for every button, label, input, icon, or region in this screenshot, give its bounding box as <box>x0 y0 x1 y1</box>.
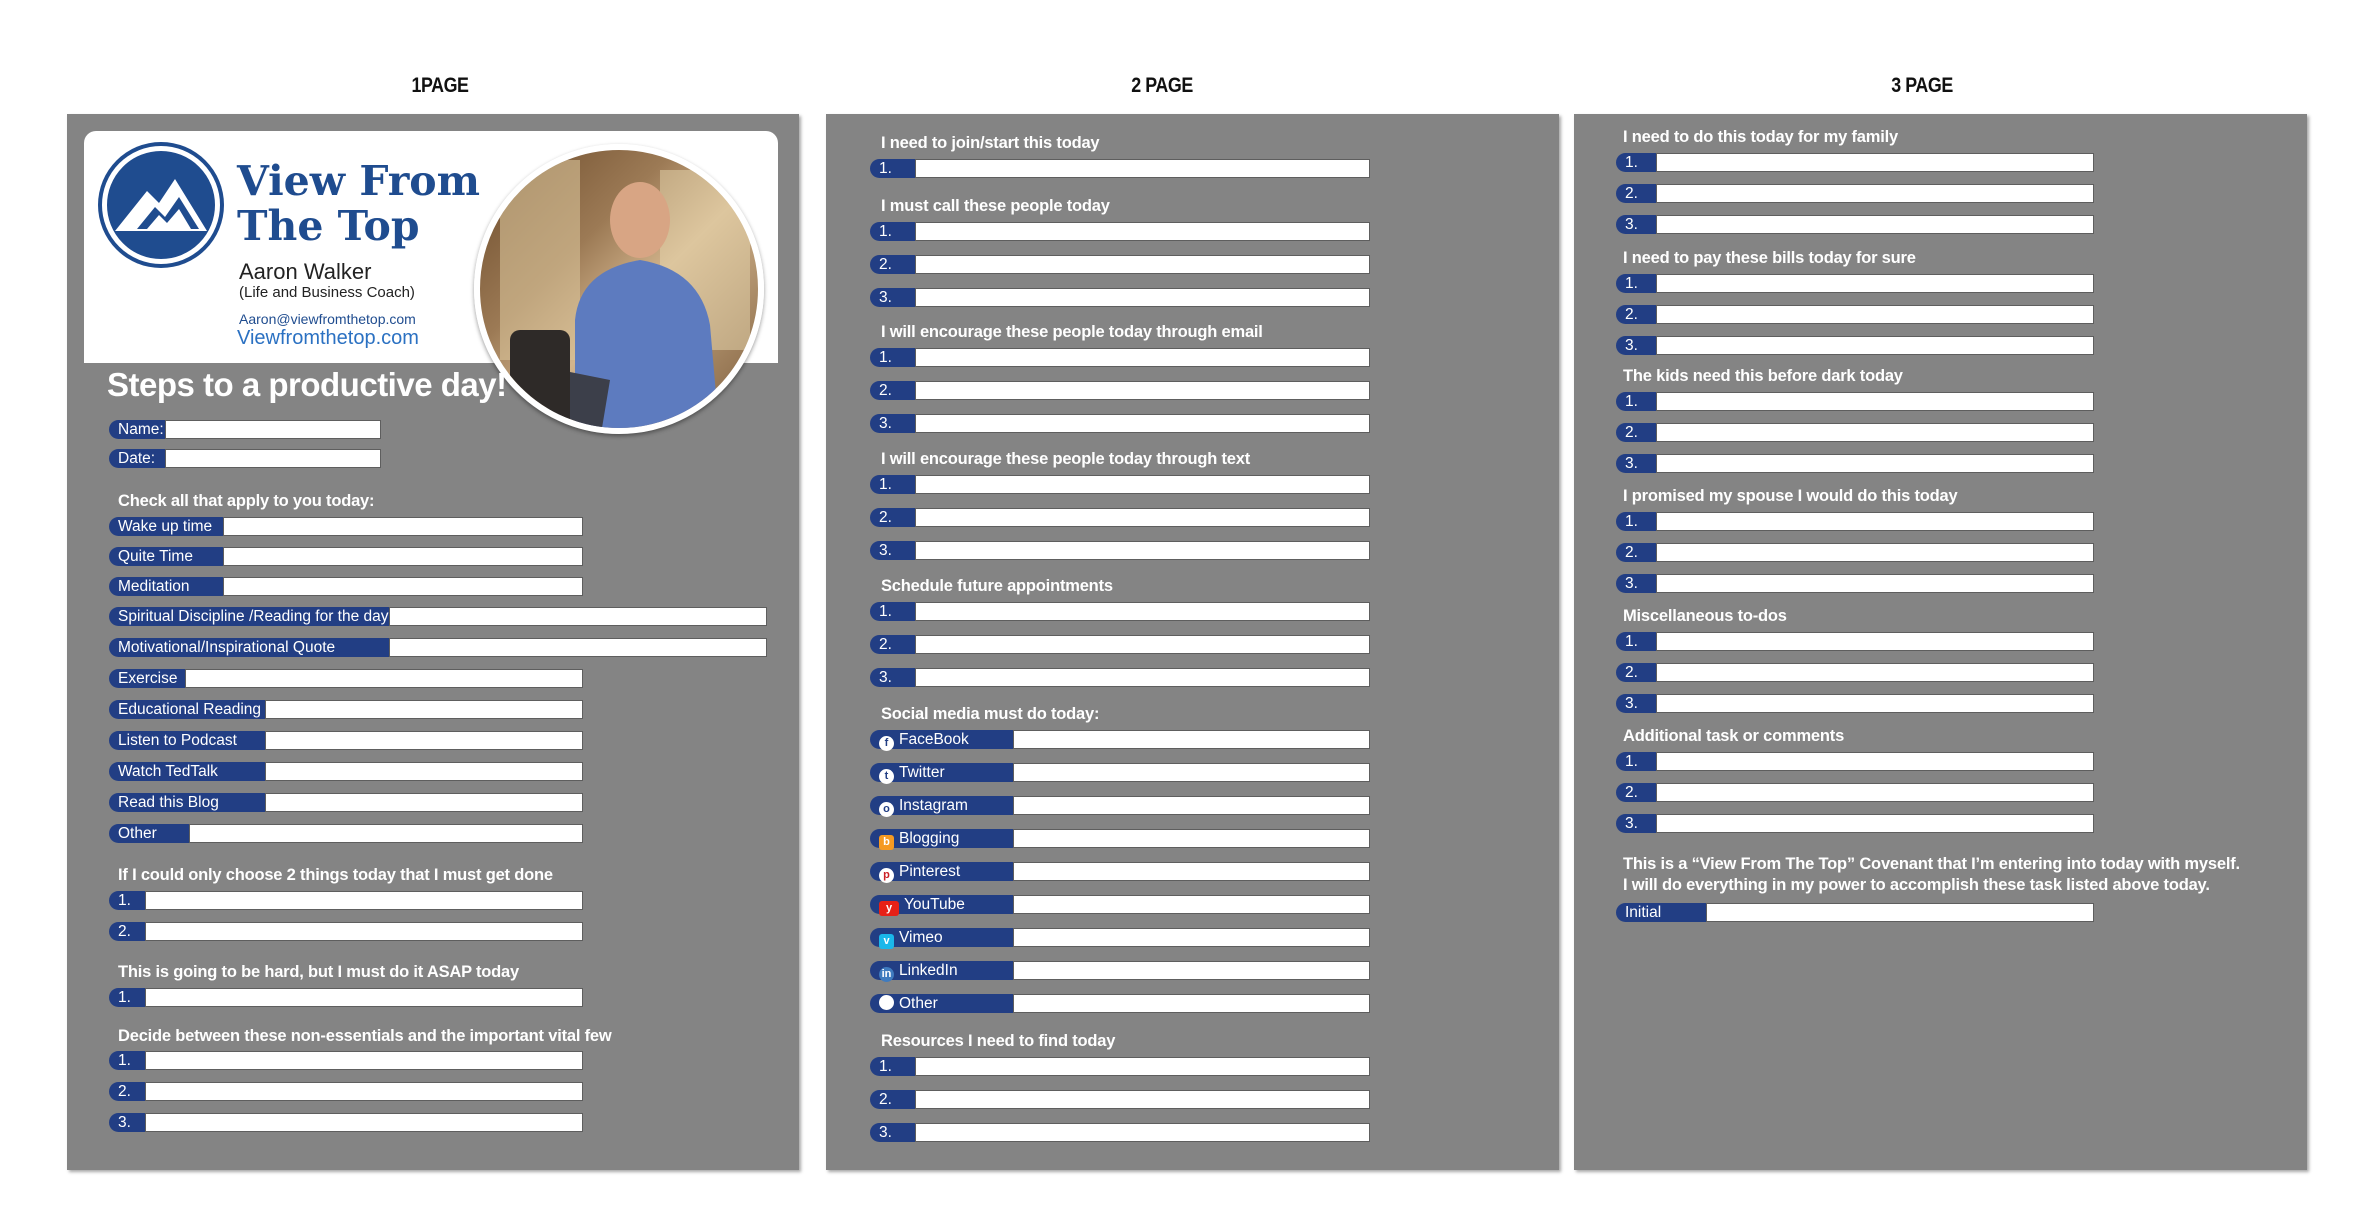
numbered-row[interactable] <box>109 891 583 910</box>
call-field-2[interactable] <box>915 255 1370 274</box>
call-field-3[interactable] <box>915 288 1370 307</box>
decide-field-1[interactable] <box>145 1051 583 1070</box>
row-number: 2. <box>109 1082 145 1101</box>
numbered-row[interactable] <box>1616 423 2094 442</box>
social-row-pinterest[interactable] <box>870 862 1370 881</box>
misc-heading: Miscellaneous to-dos <box>1623 607 1787 625</box>
numbered-row[interactable] <box>1616 663 2094 682</box>
social-label <box>870 895 1013 914</box>
social-row-linkedin[interactable] <box>870 961 1370 980</box>
text-field-1[interactable] <box>915 475 1370 494</box>
name-label: Name: <box>109 420 165 439</box>
spouse-field-1[interactable] <box>1656 512 2094 531</box>
date-label: Date: <box>109 449 165 468</box>
page-2 <box>826 114 1559 1170</box>
name-row[interactable] <box>109 420 381 439</box>
bills-heading: I need to pay these bills today for sure <box>1623 249 1916 267</box>
email-field-1[interactable] <box>915 348 1370 367</box>
social-row-youtube[interactable] <box>870 895 1370 914</box>
numbered-row[interactable] <box>109 1082 583 1101</box>
check-item-field[interactable] <box>265 793 583 812</box>
text-field-3[interactable] <box>915 541 1370 560</box>
check-item-row[interactable] <box>109 700 583 719</box>
row-number: 1. <box>1616 153 1656 172</box>
row-number: 1. <box>109 891 145 910</box>
additional-field-1[interactable] <box>1656 752 2094 771</box>
row-number: 2. <box>109 922 145 941</box>
coach-photo <box>474 144 764 434</box>
check-item-field[interactable] <box>389 638 767 657</box>
brand-name <box>237 159 480 249</box>
check-item-row[interactable] <box>109 669 583 688</box>
social-row-instagram[interactable] <box>870 796 1370 815</box>
decide-field-3[interactable] <box>145 1113 583 1132</box>
check-item-row[interactable] <box>109 577 583 596</box>
choose-field-1[interactable] <box>145 891 583 910</box>
text-field-2[interactable] <box>915 508 1370 527</box>
hard-field-1[interactable] <box>145 988 583 1007</box>
youtube-field[interactable] <box>1013 895 1370 914</box>
email-field-3[interactable] <box>915 414 1370 433</box>
decide-heading: Decide between these non-essentials and the important vital few <box>118 1027 612 1045</box>
row-number: 1. <box>1616 512 1656 531</box>
brand-line-1: View From <box>237 157 481 205</box>
join-field-1[interactable] <box>915 159 1370 178</box>
call-field-1[interactable] <box>915 222 1370 241</box>
numbered-row[interactable] <box>1616 632 2094 651</box>
resources-field-2[interactable] <box>915 1090 1370 1109</box>
email-field-2[interactable] <box>915 381 1370 400</box>
page-label-1: 1PAGE <box>411 74 469 97</box>
linkedin-field[interactable] <box>1013 961 1370 980</box>
schedule-field-1[interactable] <box>915 602 1370 621</box>
coach-email[interactable]: Aaron@viewfromthetop.com <box>239 311 416 327</box>
numbered-row[interactable] <box>1616 574 2094 593</box>
row-number: 1. <box>870 222 915 241</box>
numbered-row[interactable] <box>870 414 1370 433</box>
bills-field-2[interactable] <box>1656 305 2094 324</box>
row-number: 1. <box>870 348 915 367</box>
check-item-label: Motivational/Inspirational Quote <box>109 638 389 657</box>
check-item-label: Educational Reading <box>109 700 265 719</box>
additional-field-3[interactable] <box>1656 814 2094 833</box>
numbered-row[interactable] <box>1616 694 2094 713</box>
check-item-field[interactable] <box>265 731 583 750</box>
numbered-row[interactable] <box>870 222 1370 241</box>
row-number: 3. <box>870 414 915 433</box>
row-number: 1. <box>1616 392 1656 411</box>
spouse-heading: I promised my spouse I would do this today <box>1623 487 1958 505</box>
row-number: 3. <box>1616 336 1656 355</box>
row-number: 2. <box>1616 305 1656 324</box>
numbered-row[interactable] <box>870 348 1370 367</box>
kids-field-2[interactable] <box>1656 423 2094 442</box>
numbered-row[interactable] <box>870 1057 1370 1076</box>
check-item-row[interactable] <box>109 824 583 843</box>
numbered-row[interactable] <box>1616 184 2094 203</box>
social-row-blogging[interactable] <box>870 829 1370 848</box>
resources-heading: Resources I need to find today <box>881 1032 1116 1050</box>
social-heading: Social media must do today: <box>881 705 1100 723</box>
check-item-label: Watch TedTalk <box>109 762 265 781</box>
check-item-row[interactable] <box>109 517 583 536</box>
numbered-row[interactable] <box>1616 274 2094 293</box>
blogging-field[interactable] <box>1013 829 1370 848</box>
call-heading: I must call these people today <box>881 197 1110 215</box>
linkedin-icon: in <box>879 967 894 982</box>
check-item-label: Meditation <box>109 577 223 596</box>
check-item-field[interactable] <box>265 762 583 781</box>
social-name: Pinterest <box>899 863 961 880</box>
check-item-label: Exercise <box>109 669 185 688</box>
social-row-other[interactable] <box>870 994 1370 1013</box>
social-label <box>870 730 1013 749</box>
social-name: Other <box>899 995 938 1012</box>
social-row-vimeo[interactable] <box>870 928 1370 947</box>
social-label <box>870 796 1013 815</box>
row-number: 3. <box>1616 215 1656 234</box>
mountain-logo-icon <box>102 146 220 264</box>
numbered-row[interactable] <box>109 1113 583 1132</box>
row-number: 2. <box>1616 543 1656 562</box>
check-item-row[interactable] <box>109 762 583 781</box>
email-heading: I will encourage these people today through email <box>881 323 1263 341</box>
check-item-field[interactable] <box>223 577 583 596</box>
join-heading: I need to join/start this today <box>881 134 1100 152</box>
row-number: 1. <box>1616 632 1656 651</box>
check-item-field[interactable] <box>389 607 767 626</box>
youtube-icon: y <box>879 901 899 916</box>
numbered-row[interactable] <box>870 668 1370 687</box>
schedule-field-3[interactable] <box>915 668 1370 687</box>
row-number: 3. <box>1616 574 1656 593</box>
numbered-row[interactable] <box>870 255 1370 274</box>
covenant-line-2: I will do everything in my power to accomplish these task listed above today. <box>1623 876 2210 894</box>
numbered-row[interactable] <box>109 988 583 1007</box>
check-item-label: Quite Time <box>109 547 223 566</box>
check-item-field[interactable] <box>223 547 583 566</box>
other-field[interactable] <box>1013 994 1370 1013</box>
decide-field-2[interactable] <box>145 1082 583 1101</box>
pinterest-icon: p <box>879 868 894 883</box>
kids-field-3[interactable] <box>1656 454 2094 473</box>
numbered-row[interactable] <box>1616 454 2094 473</box>
row-number: 3. <box>1616 454 1656 473</box>
numbered-row[interactable] <box>870 602 1370 621</box>
row-number: 2. <box>1616 663 1656 682</box>
row-number: 3. <box>1616 814 1656 833</box>
check-heading: Check all that apply to you today: <box>118 492 375 510</box>
row-number: 3. <box>109 1113 145 1132</box>
row-number: 3. <box>1616 694 1656 713</box>
row-number: 2. <box>1616 184 1656 203</box>
check-item-label: Other <box>109 824 189 843</box>
numbered-row[interactable] <box>1616 392 2094 411</box>
row-number: 3. <box>870 1123 915 1142</box>
numbered-row[interactable] <box>1616 543 2094 562</box>
facebook-icon: f <box>879 736 894 751</box>
row-number: 2. <box>870 635 915 654</box>
check-item-row[interactable] <box>109 547 583 566</box>
pinterest-field[interactable] <box>1013 862 1370 881</box>
misc-field-2[interactable] <box>1656 663 2094 682</box>
row-number: 3. <box>870 541 915 560</box>
check-item-field[interactable] <box>265 700 583 719</box>
spouse-field-2[interactable] <box>1656 543 2094 562</box>
row-number: 2. <box>1616 783 1656 802</box>
numbered-row[interactable] <box>1616 783 2094 802</box>
kids-field-1[interactable] <box>1656 392 2094 411</box>
row-number: 1. <box>1616 274 1656 293</box>
check-item-field[interactable] <box>189 824 583 843</box>
social-name: Twitter <box>899 764 945 781</box>
circle-icon <box>879 995 894 1010</box>
initial-field[interactable] <box>1706 903 2094 922</box>
social-name: Vimeo <box>899 929 943 946</box>
resources-field-3[interactable] <box>915 1123 1370 1142</box>
brand-line-2: The Top <box>237 202 420 250</box>
numbered-row[interactable] <box>1616 814 2094 833</box>
date-field[interactable] <box>165 449 381 468</box>
numbered-row[interactable] <box>870 381 1370 400</box>
check-item-row[interactable] <box>109 638 767 657</box>
hard-heading: This is going to be hard, but I must do it ASAP today <box>118 963 519 981</box>
row-number: 3. <box>870 668 915 687</box>
family-field-2[interactable] <box>1656 184 2094 203</box>
family-heading: I need to do this today for my family <box>1623 128 1898 146</box>
coach-name: Aaron Walker <box>239 259 372 284</box>
row-number: 1. <box>870 475 915 494</box>
social-name: YouTube <box>904 896 965 913</box>
page-label-3: 3 PAGE <box>1891 74 1953 97</box>
check-item-field[interactable] <box>223 517 583 536</box>
social-name: Blogging <box>899 830 960 847</box>
numbered-row[interactable] <box>1616 512 2094 531</box>
check-item-label: Read this Blog <box>109 793 265 812</box>
instagram-icon: o <box>879 802 894 817</box>
row-number: 3. <box>870 288 915 307</box>
page-3 <box>1574 114 2307 1170</box>
misc-field-1[interactable] <box>1656 632 2094 651</box>
row-number: 1. <box>109 988 145 1007</box>
numbered-row[interactable] <box>1616 752 2094 771</box>
bills-field-1[interactable] <box>1656 274 2094 293</box>
instagram-field[interactable] <box>1013 796 1370 815</box>
numbered-row[interactable] <box>1616 336 2094 355</box>
spouse-field-3[interactable] <box>1656 574 2094 593</box>
choose-field-2[interactable] <box>145 922 583 941</box>
family-field-3[interactable] <box>1656 215 2094 234</box>
additional-field-2[interactable] <box>1656 783 2094 802</box>
row-number: 1. <box>870 602 915 621</box>
numbered-row[interactable] <box>870 1090 1370 1109</box>
row-number: 1. <box>109 1051 145 1070</box>
coach-role: (Life and Business Coach) <box>239 284 415 301</box>
additional-heading: Additional task or comments <box>1623 727 1845 745</box>
rss-icon: b <box>879 835 894 850</box>
page-1 <box>67 114 799 1170</box>
covenant-line-1: This is a “View From The Top” Covenant that I’m entering into today with myself. <box>1623 855 2240 873</box>
initial-label: Initial <box>1616 903 1706 922</box>
numbered-row[interactable] <box>870 635 1370 654</box>
check-item-row[interactable] <box>109 793 583 812</box>
social-label <box>870 862 1013 881</box>
numbered-row[interactable] <box>870 508 1370 527</box>
check-item-label: Wake up time <box>109 517 223 536</box>
bills-field-3[interactable] <box>1656 336 2094 355</box>
numbered-row[interactable] <box>1616 153 2094 172</box>
numbered-row[interactable] <box>870 475 1370 494</box>
check-item-row[interactable] <box>109 731 583 750</box>
facebook-field[interactable] <box>1013 730 1370 749</box>
name-field[interactable] <box>165 420 381 439</box>
row-number: 2. <box>870 1090 915 1109</box>
schedule-heading: Schedule future appointments <box>881 577 1113 595</box>
social-label <box>870 961 1013 980</box>
initial-row[interactable] <box>1616 903 2094 922</box>
social-row-twitter[interactable] <box>870 763 1370 782</box>
row-number: 1. <box>870 159 915 178</box>
twitter-field[interactable] <box>1013 763 1370 782</box>
social-label <box>870 928 1013 947</box>
check-item-label: Listen to Podcast <box>109 731 265 750</box>
numbered-row[interactable] <box>870 159 1370 178</box>
row-number: 2. <box>1616 423 1656 442</box>
numbered-row[interactable] <box>109 1051 583 1070</box>
numbered-row[interactable] <box>1616 215 2094 234</box>
row-number: 2. <box>870 255 915 274</box>
page-label-2: 2 PAGE <box>1131 74 1193 97</box>
numbered-row[interactable] <box>109 922 583 941</box>
schedule-field-2[interactable] <box>915 635 1370 654</box>
row-number: 1. <box>1616 752 1656 771</box>
resources-field-1[interactable] <box>915 1057 1370 1076</box>
check-item-label: Spiritual Discipline /Reading for the day <box>109 607 389 626</box>
social-name: Instagram <box>899 797 968 814</box>
check-item-field[interactable] <box>185 669 583 688</box>
social-row-facebook[interactable] <box>870 730 1370 749</box>
check-item-row[interactable] <box>109 607 767 626</box>
social-name: LinkedIn <box>899 962 958 979</box>
numbered-row[interactable] <box>870 541 1370 560</box>
social-label <box>870 994 1013 1013</box>
coach-website-link[interactable]: Viewfromthetop.com <box>237 327 419 349</box>
kids-heading: The kids need this before dark today <box>1623 367 1903 385</box>
vimeo-icon: v <box>879 934 894 949</box>
date-row[interactable] <box>109 449 381 468</box>
misc-field-3[interactable] <box>1656 694 2094 713</box>
text-heading: I will encourage these people today through text <box>881 450 1251 468</box>
page-title: Steps to a productive day! <box>107 366 507 403</box>
numbered-row[interactable] <box>870 288 1370 307</box>
numbered-row[interactable] <box>1616 305 2094 324</box>
vimeo-field[interactable] <box>1013 928 1370 947</box>
choose-heading: If I could only choose 2 things today that I must get done <box>118 866 553 884</box>
numbered-row[interactable] <box>870 1123 1370 1142</box>
family-field-1[interactable] <box>1656 153 2094 172</box>
row-number: 2. <box>870 381 915 400</box>
row-number: 2. <box>870 508 915 527</box>
row-number: 1. <box>870 1057 915 1076</box>
social-label <box>870 829 1013 848</box>
social-name: FaceBook <box>899 731 969 748</box>
covenant-text <box>1623 854 2240 896</box>
social-label <box>870 763 1013 782</box>
twitter-icon: t <box>879 769 894 784</box>
